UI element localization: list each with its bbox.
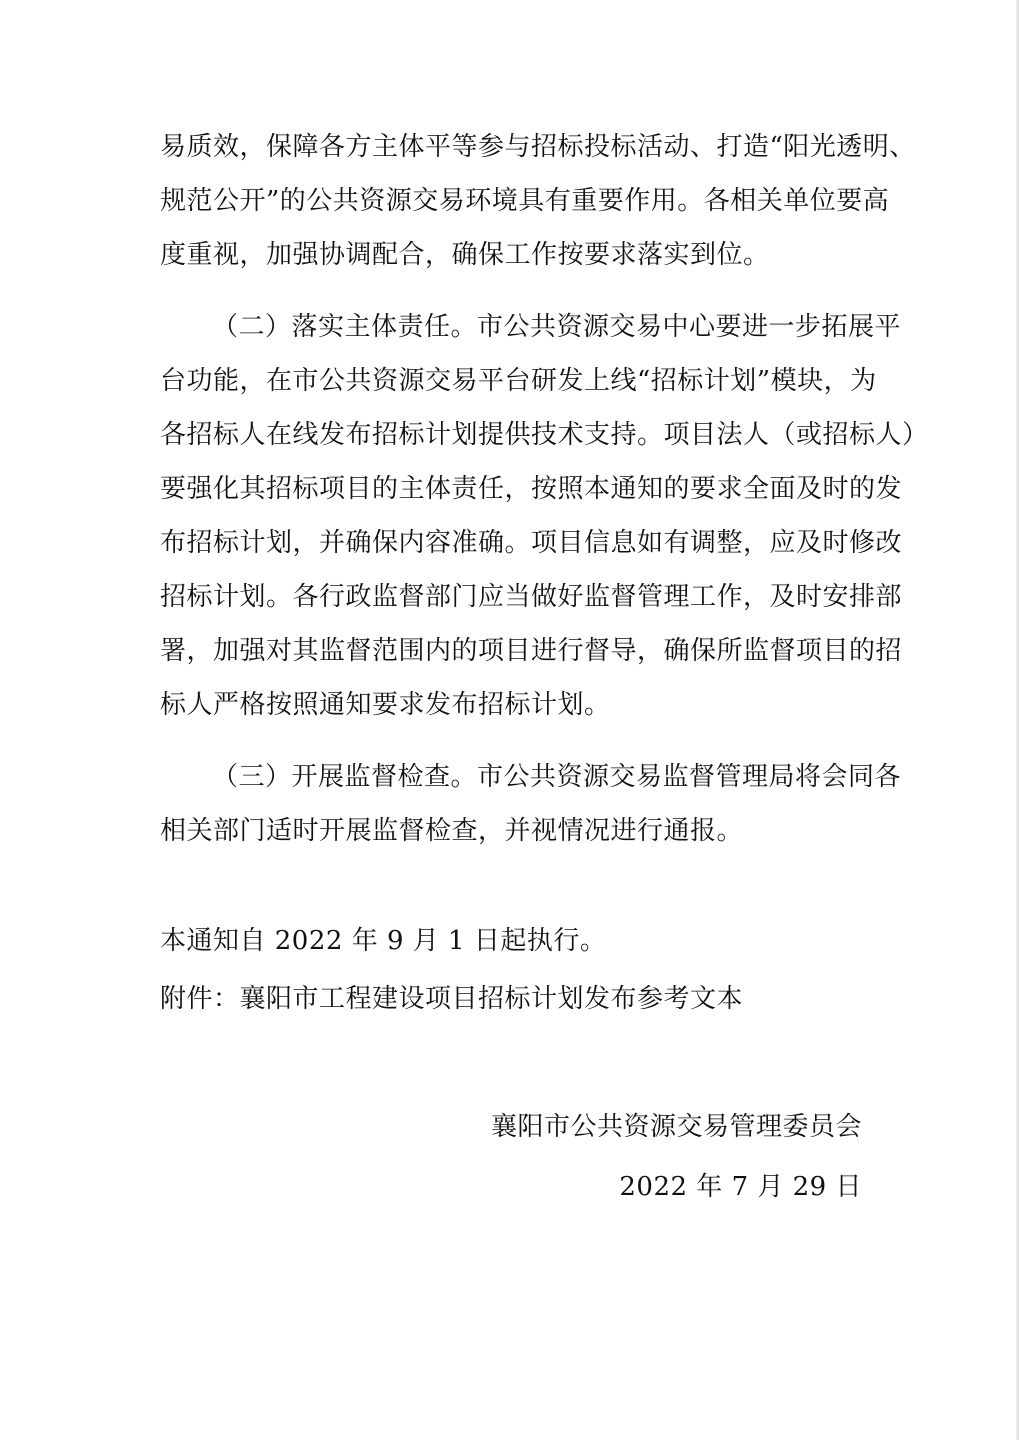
issue-date: 2022 年 7 月 29 日 xyxy=(619,1172,862,1202)
text-line: （二）落实主体责任。市公共资源交易中心要进一步拓展平 xyxy=(212,312,902,342)
text-line: 招标计划。各行政监督部门应当做好监督管理工作，及时安排部 xyxy=(160,582,903,612)
text-line: （三）开展监督检查。市公共资源交易监督管理局将会同各 xyxy=(212,762,902,792)
issuer-signature: 襄阳市公共资源交易管理委员会 xyxy=(490,1112,862,1142)
text-line: 度重视，加强协调配合，确保工作按要求落实到位。 xyxy=(160,240,770,270)
attachment-line: 附件：襄阳市工程建设项目招标计划发布参考文本 xyxy=(160,984,744,1014)
text-line: 易质效，保障各方主体平等参与招标投标活动、打造“阳光透明、 xyxy=(160,132,916,162)
text-line: 相关部门适时开展监督检查，并视情况进行通报。 xyxy=(160,816,744,846)
text-line: 布招标计划，并确保内容准确。项目信息如有调整，应及时修改 xyxy=(160,528,903,558)
paragraph-three xyxy=(160,750,902,858)
text-line: 规范公开”的公共资源交易环境具有重要作用。各相关单位要高 xyxy=(160,186,890,216)
document-page xyxy=(160,120,929,1214)
paragraph-intro xyxy=(160,120,916,282)
text-line: 标人严格按照通知要求发布招标计划。 xyxy=(160,690,611,720)
effective-date-line: 本通知自 2022 年 9 月 1 日起执行。 xyxy=(160,926,607,956)
paragraph-two xyxy=(160,300,929,732)
text-line: 要强化其招标项目的主体责任，按照本通知的要求全面及时的发 xyxy=(160,474,903,504)
text-line: 各招标人在线发布招标计划提供技术支持。项目法人（或招标人） xyxy=(160,420,929,450)
text-line: 台功能，在市公共资源交易平台研发上线“招标计划”模块，为 xyxy=(160,366,877,396)
text-line: 署，加强对其监督范围内的项目进行督导，确保所监督项目的招 xyxy=(160,636,903,666)
